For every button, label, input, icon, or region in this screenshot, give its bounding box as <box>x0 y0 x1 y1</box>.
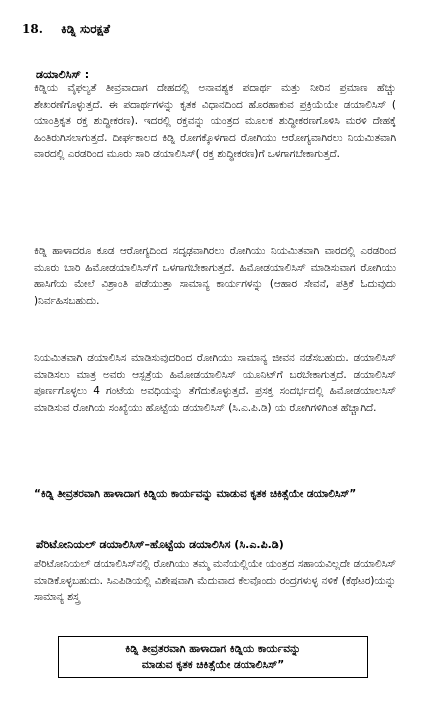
peritoneal-paragraph-1: ಪೆರಿಟೋನಿಯಲ್ ಡಯಾಲಿಸಿಸ್‌ನಲ್ಲಿ ರೋಗಿಯು ತಮ್ಮ ಮನೆಯಲ್ಲಿಯೇ ಯಂತ್ರದ ಸಹಾಯವಿಲ್ಲದೇ ಡಯಾಲಿಸಿಸ್ ಮಾಡಿಕೊಳ್ಳಬಹುದು. ಸಿಎಪಿಡಿಯಲ್ಲಿ ವಿಶೇಷವಾಗಿ ಮೆದುವಾದ ಕೆಲವೊಂದು ರಂದ್ರಗಳುಳ್ಳ ನಳಿಕೆ (ಕೆಥೆಟರ)ಯನ್ನು ಸಾಮಾನ್ಯ ಶಸ್ತ್ರ <box>34 558 396 604</box>
dialysis-paragraph-1: ಕಿಡ್ನಿಯ ವೈಫಲ್ಯತೆ ತೀವ್ರವಾದಾಗ ದೇಹದಲ್ಲಿ ಅನಾವಶ್ಯಕ ಪದಾರ್ಥ ಮತ್ತು ನೀರಿನ ಪ್ರಮಾಣ ಹೆಚ್ಚು ಶೇಖರಣೆಗೊಳ್ಳುತ್ತದೆ. ಈ ಪದಾರ್ಥಗಳನ್ನು ಕೃತಕ ವಿಧಾನದಿಂದ ಹೊರಹಾಕುವ ಪ್ರಕ್ರಿಯೆಯೇ ಡಯಾಲಿಸಿಸ್ ( ಯಾಂತ್ರಿಕೃತ ರಕ್ತ ಶುದ್ಧೀಕರಣ). ಇದರಲ್ಲಿ ರಕ್ತವನ್ನು ಯಂತ್ರದ ಮೂಲಕ ಶುದ್ಧೀಕರಣಗೊಳಿಸಿ ಮರಳಿ ದೇಹಕ್ಕೆ ಹಿಂತಿರುಗಿಸಲಾಗುತ್ತದೆ. ದೀರ್ಘಕಾಲದ ಕಿಡ್ನಿ ರೋಗಕ್ಕೊಳಗಾದ ರೋಗಿಯು ಆರೋಗ್ಯವಾಗಿರಲು ನಿಯಮಿತವಾಗಿ ವಾರದಲ್ಲಿ ಎರಡರಿಂದ ಮೂರು ಸಾರಿ ಡಯಾಲಿಸಿಸ್( ರಕ್ತ ಶುದ್ಧೀಕರಣ)ಗೆ ಒಳಗಾಗಬೇಕಾಗುತ್ತದೆ. <box>34 82 396 161</box>
callout-line-2: ಮಾಡುವ ಕೃತಕ ಚಿಕಿತ್ಸೆಯೇ ಡಯಾಲಿಸಿಸ್” <box>141 659 285 671</box>
section-title: ಕಿಡ್ನಿ ಸುರಕ್ಷತೆ <box>61 22 110 36</box>
summary-callout-box <box>58 636 368 678</box>
section-heading <box>22 22 110 37</box>
dialysis-paragraph-2: ಕಿಡ್ನಿ ಹಾಳಾದರೂ ಕೂಡ ಆರೋಗ್ಯದಿಂದ ಸದೃಢವಾಗಿರಲು ರೋಗಿಯು ನಿಯಮಿತವಾಗಿ ವಾರದಲ್ಲಿ ಎರಡರಿಂದ ಮೂರು ಬಾರಿ ಹಿಮೋಡಯಾಲಿಸಿಸ್‌ಗೆ ಒಳಗಾಗಬೇಕಾಗುತ್ತದೆ. ಹಿಮೋಡಯಾಲಿಸಿಸ್ ಮಾಡಿಸುವಾಗ ರೋಗಿಯು ಹಾಸಿಗೆಯ ಮೇಲೆ ವಿಶ್ರಾಂತಿ ಪಡೆಯುತ್ತಾ ಸಾಮಾನ್ಯ ಕಾರ್ಯಗಳನ್ನು (ಆಹಾರ ಸೇವನೆ, ಪತ್ರಿಕೆ ಓದುವುದು )ನಿರ್ವಹಿಸಬಹುದು. <box>34 245 396 307</box>
dialysis-heading: ಡಯಾಲಿಸಿಸ್ : <box>36 68 90 81</box>
peritoneal-heading: ಪೆರಿಟೋನಿಯಲ್ ಡಯಾಲಿಸಿಸ್–ಹೊಟ್ಟೆಯ ಡಯಾಲಿಸಿಸ (ಸಿ.ಎ.ಪಿ.ಡಿ) <box>36 538 284 551</box>
callout-line-1: ಕಿಡ್ನಿ ತೀವ್ರತರವಾಗಿ ಹಾಳಾದಾಗ ಕಿಡ್ನಿಯ ಕಾರ್ಯವನ್ನು <box>125 643 301 655</box>
dialysis-paragraph-3: ನಿಯಮಿತವಾಗಿ ಡಯಾಲಿಸಿಸ ಮಾಡಿಸುವುದರಿಂದ ರೋಗಿಯು ಸಾಮಾನ್ಯ ಜೀವನ ನಡೆಸಬಹುದು. ಡಯಾಲಿಸಿಸ್ ಮಾಡಿಸಲು ಮಾತ್ರ ಅವರು ಆಸ್ಪತ್ರೆಯ ಹಿಮೋಡಯಾಲಿಸಿಸ್ ಯೂನಿಟ್‌ಗೆ ಬರಬೇಕಾಗುತ್ತದೆ. ಡಯಾಲಿಸಿಸ್ ಪೂರ್ಣಗೊಳ್ಳಲು 4 ಗಂಟೆಯ ಅವಧಿಯನ್ನು ತೆಗೆದುಕೊಳ್ಳುತ್ತದೆ. ಪ್ರಸಕ್ತ ಸಂದರ್ಭದಲ್ಲಿ ಹಿಮೋಡಯಾಲಸಿಸ್ ಮಾಡಿಸುವ ರೋಗಿಯ ಸಂಖ್ಯೆಯು ಹೊಟ್ಟೆಯ ಡಯಾಲಿಸಿಸ್ (ಸಿ.ಎ.ಪಿ.ಡಿ) ಯ ರೋಗಿಗಳಿಗಿಂತ ಹೆಚ್ಚಾಗಿದೆ. <box>34 352 396 414</box>
section-number: 18. <box>22 22 43 36</box>
dialysis-quote: “ಕಿಡ್ನಿ ತೀವ್ರತರವಾಗಿ ಹಾಳಾದಾಗ ಕಿಡ್ನಿಯ ಕಾರ್ಯವನ್ನು ಮಾಡುವ ಕೃತಕ ಚಿಕಿತ್ಸೆಯೇ ಡಯಾಲಿಸಿಸ್” <box>34 488 357 500</box>
